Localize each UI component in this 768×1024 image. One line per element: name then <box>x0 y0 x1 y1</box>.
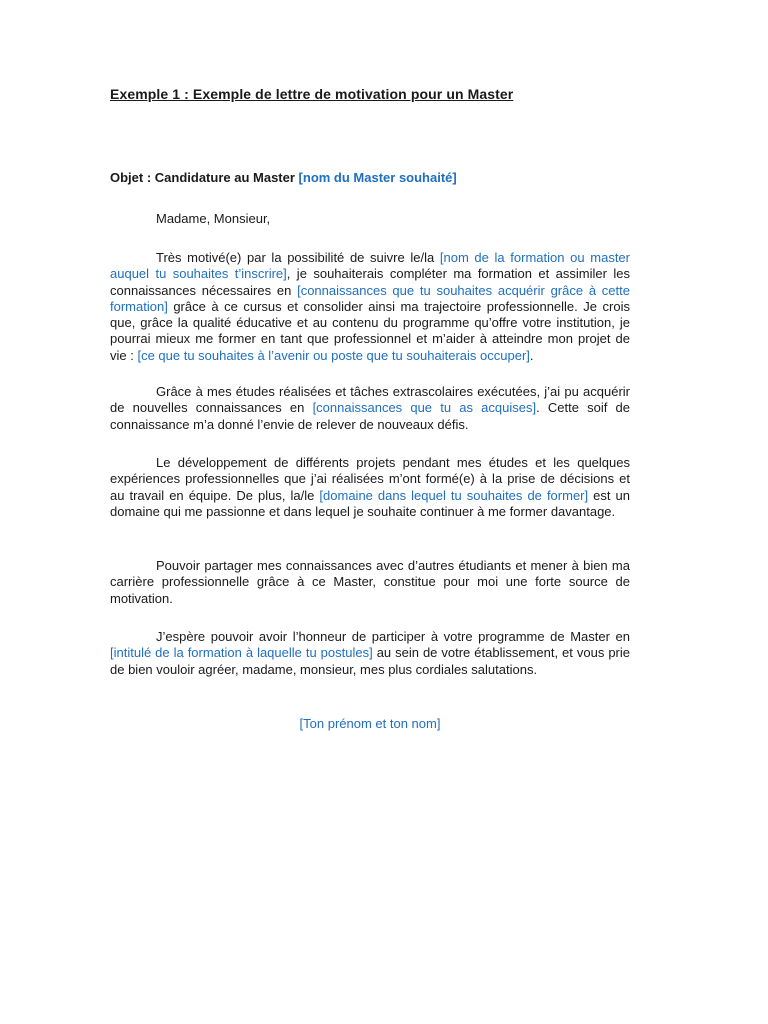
paragraph-text: J’espère pouvoir avoir l’honneur de participer à votre programme de Master en <box>156 629 630 644</box>
paragraph-projects <box>110 455 630 520</box>
paragraph-sharing <box>110 558 630 607</box>
paragraph-motivation <box>110 250 630 364</box>
signature-placeholder: [Ton prénom et ton nom] <box>299 716 441 731</box>
paragraph-text: au sein de votre établissement, et vous prie de bien vouloir agréer, madame, monsieur, mes plus cordiales salutations. <box>110 645 630 677</box>
paragraph-text: Grâce à mes études réalisées et tâches extrascolaires exécutées, j’ai pu acquérir de nouvelles connaissances en <box>110 384 630 416</box>
paragraph-studies <box>110 384 630 433</box>
paragraph-text: , je souhaiterais compléter ma formation et assimiler les connaissances nécessaires en <box>110 266 630 298</box>
placeholder-formation-title: [intitulé de la formation à laquelle tu postules] <box>110 645 373 661</box>
placeholder-life-project: [ce que tu souhaites à l’avenir ou poste que tu souhaiterais occuper] <box>137 347 530 363</box>
document-title: Exemple 1 : Exemple de lettre de motivation pour un Master <box>110 86 514 102</box>
subject-label: Objet : Candidature au Master <box>110 170 299 185</box>
placeholder-domain: [domaine dans lequel tu souhaites de former] <box>319 487 589 503</box>
subject-placeholder: [nom du Master souhaité] <box>298 170 457 185</box>
paragraph-text: Pouvoir partager mes connaissances avec d’autres étudiants et mener à bien ma carrière professionnelle grâce à ce Master, constitue pour moi une forte source de motivation. <box>110 558 630 606</box>
placeholder-knowledge-wanted: [connaissances que tu souhaites acquérir grâce à cette formation] <box>110 282 630 314</box>
placeholder-formation-name: [nom de la formation ou master auquel tu souhaites t’inscrire] <box>110 250 630 282</box>
paragraph-text: grâce à ce cursus et consolider ainsi ma trajectoire professionnelle. Je crois que, grâce la qualité éducative et au contenu du programme qu’offre votre institution, je pourrai mieux me former en tant que professionnel et m’aider à atteindre mon projet de vie : <box>110 298 630 363</box>
paragraph-text: . Cette soif de connaissance m’a donné l’envie de relever de nouveaux défis. <box>110 400 630 432</box>
paragraph-text: Très motivé(e) par la possibilité de suivre le/la <box>156 250 440 265</box>
placeholder-knowledge-acquired: [connaissances que tu as acquises] <box>312 400 537 416</box>
paragraph-closing <box>110 629 630 678</box>
paragraph-text: est un domaine qui me passionne et dans lequel je souhaite continuer à me former davantage. <box>110 487 630 519</box>
paragraph-text: Le développement de différents projets pendant mes études et les quelques expériences professionnelles que j’ai réalisées m’ont formé(e) à la prise de décisions et au travail en équipe. De plus, la/le <box>110 455 630 503</box>
salutation: Madame, Monsieur, <box>156 211 271 226</box>
subject-line <box>110 170 457 185</box>
paragraph-text: . <box>529 347 534 363</box>
